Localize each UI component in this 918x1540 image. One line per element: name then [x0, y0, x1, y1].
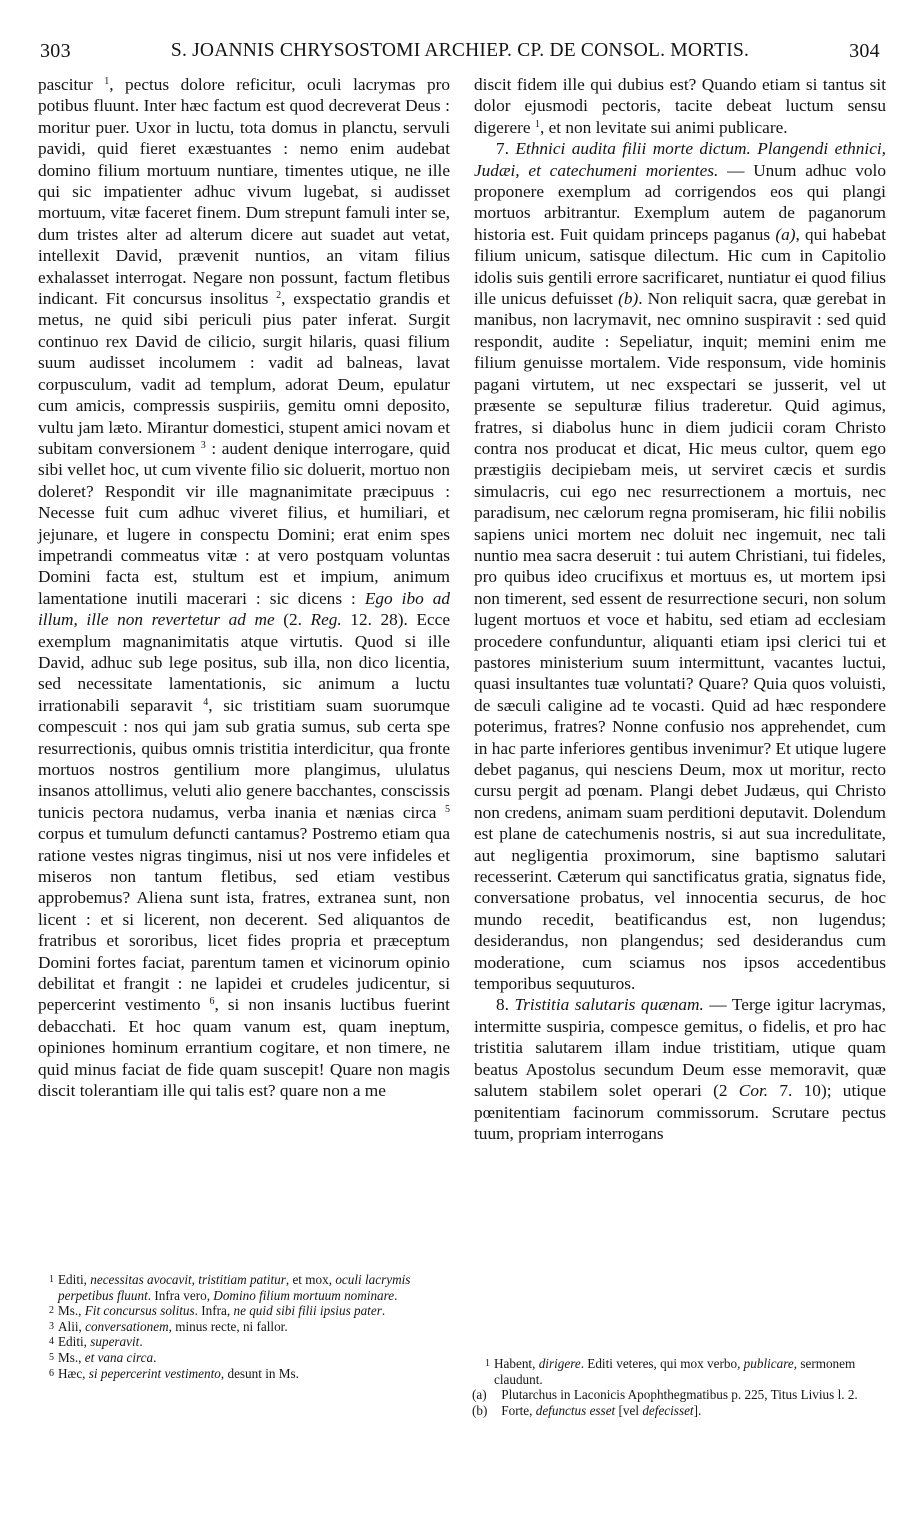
footnote-ref[interactable]: 3 — [200, 439, 206, 451]
section-8: 8. Tristitia salutaris quænam. — Terge igitur lacrymas, intermitte suspiria, compesce gemitus, o fidelis, et pro hac tristitia salutarem illam indue tristitiam, utique quam beatus Apostolus secundum Deum esse memoravit, quæ salutem stabilem solet operari (2 Cor. 7. 10); utique pœnitentiam facinorum commissorum. Scrutare pectus tuum, propriam interrogans — [474, 995, 886, 1143]
section-7: 7. Ethnici audita filii morte dictum. Plangendi ethnici, Judæi, et catechumeni morientes. — Unum adhuc volo proponere exemplum ad corrigendos eos qui plangi mortuos arbitrantur. Exemplum autem de paganorum historia est. Fuit quidam princeps paganus (a), qui habebat filium unicum, satisque dilectum. Hic cum in Capitolio idolis suis gentili errore sacrificaret, nuntiatur ei quod filius ille unicus defuisset (b). Non reliquit sacra, quæ gerebat in manibus, non lacrymavit, nec omnino suspiravit : sed quid respondit, audite : Sepeliatur, inquit; memini enim me filium genuisse mortalem. Vide responsum, vide hominis pagani virtutem, ut nec exspectari se jusserit, vel ut præsente se sepulturæ filius traderetur. Quid agimus, fratres, si diabolus hunc in diem judicii coram Christo contra nos producat et dicat, Hic meus cultor, quem ego præstigiis decipiebam meis, ut serviret cæcis et surdis simulacris, cui ego nec resurrectionem a mortuis, nec paradisum, nec cælorum regna promiseram, hic filii nobilis sapiens unici mortem nec doluit nec ingemuit, nec tali nuntio mea sacra deseruit : tui autem Christiani, tui fideles, pro quibus ideo crucifixus et mortuus es, ut mortem ipsi non timerent, sed essent de resurrectione securi, non solum lugent mortuos et voce et habitu, sed etiam ad ecclesiam procedere confunduntur, aliquanti etiam ipsi clerici tui et pastores ministerium suum intermittunt, vacantes luctui, quasi insultantes tuæ voluntati? Quare? Quia quos voluisti, de sæculi caligine ad te vocasti. Quid ad hæc respondere poterimus, fratres? Nonne confusio nos apprehendet, cum in hac parte inferiores gentibus invenimur? Et utique lugere debet paganus, qui nesciens Deum, mox ut moritur, recto cursu pergit ad pœnam. Plangi debet Judæus, qui Christo non credens, animam suam perditioni deputavit. Dolendum est plane de catechumenis nostris, si aut sua incredulitate, aut negligentia proximorum, sine baptismo salutari recesserint. Cæterum qui sanctificatus gratia, signatus fide, conversatione probatus, vel innocentia securus, de hoc mundo recedit, beatificandus est, non lugendus; desiderandus, non plangendus; sed desiderandus cum moderatione, cum sciamus nos ipsos accedentibus temporibus sequuturos. — [474, 139, 886, 994]
running-title: S. JOANNIS CHRYSOSTOMI ARCHIEP. CP. DE CONSOL. MORTIS. — [170, 40, 750, 61]
footnote: (b) Forte, defunctus esset [vel defecisset]. — [472, 1402, 702, 1418]
footnote-ref[interactable]: 1 — [534, 118, 540, 130]
footnotes-left — [38, 1272, 450, 1381]
footnote-mark: (b) — [472, 1402, 488, 1418]
footnote-mark: 4 — [49, 1336, 54, 1348]
footnote: 3 Alii, conversationem, minus recte, ni fallor. — [38, 1319, 450, 1335]
footnote-mark: (a) — [472, 1387, 487, 1403]
footnote-mark: 3 — [49, 1320, 54, 1332]
footnote: 4 Editi, superavit. — [38, 1334, 450, 1350]
section-title: Tristitia salutaris quænam. — [514, 995, 704, 1015]
footnote-ref[interactable]: 2 — [276, 290, 282, 302]
paragraph: pascitur $^1$, pectus dolore reficitur, oculi lacrymas pro potibus fluunt. Inter hæc factum est quod decreverat Deus : moritur puer. Uxor in luctu, tota domus in planctu, servuli pavidi, quid fieret exæstuantes : nemo enim audebat domino filium mortuum nuntiare, timentes utique, ne ille qui sic impatienter adhuc vivum lugebat, si audisset mortuum, vitæ faceret finem. Dum strepunt famuli inter se, dum tristes alter ad alterum dicere aut suadet aut vetat, intellexit David, prævenit nuntios, an vitam filius exhalasset interrogat. Negare non possunt, factum fletibus indicant. Fit concursus insolitus $^2$, exspectatio grandis et metus, ne quid sibi periculi pius pater inferat. Surgit continuo rex David de cilicio, surgit hilaris, quasi filium suum audisset incolumem : vadit ad balneas, lavat corpusculum, vadit ad templum, adorat Deum, epulatur cum amicis, compressis suspiriis, gemitu omni deposito, vultu jam læto. Mirantur domestici, stupent amici novam et subitam conversionem $^3$ : audent denique interrogare, quid sibi vellet hoc, ut cum vivente filio sic doluerit, mortuo non doleret? Respondit vir ille magnanimitate præcipuus : Necesse fuit cum adhuc viveret filius, et humiliari, et jejunare, et lugere in conspectu Domini; erat enim spes impetrandi commeatus vitæ : at vero postquam voluntas Domini facta est, stultum est et impium, animum lamentatione inutili macerari : sic dicens : Ego ibo ad illum, ille non revertetur ad me (2. Reg. 12. 28). Ecce exemplum magnanimitatis atque virtutis. Quod si ille David, adhuc sub lege positus, sub illa, non dico licentia, sed necessitate lamentationis, sic animum a luctu irrationabili separavit $^4$, sic tristitiam suam suorumque compescuit : nos qui jam sub gratia sumus, sub certa spe resurrectionis, quibus omnis tristitia interdicitur, qua fronte mortuos nostros gentilium more plangimus, ululatus insanos attollimus, veluti alio genere bacchantes, conscissis tunicis pectora nudamus, verba inania et nænias circa $^5$ corpus et tumulum defuncti cantamus? Postremo etiam qua ratione vestes nigras tingimus, nisi ut nos vere infideles et miseros non tantum fletibus, sed etiam vestibus approbemus? Aliena sunt ista, fratres, extranea sunt, non licent : et si licerent, non decerent. Sed aliquantos de fratribus et sororibus, licet fides propria et præceptum Domini fortes faciat, parentum tamen et vicinorum opinio debilitat et frangit : ne lapidei et crudeles judicentur, si pepercerint vestimento $^6$, si non insanis luctibus fuerint debacchati. Et hoc quam vanum est, quam ineptum, opiniones hominum errantium cogitare, et non timere, ne quid minus faciat de fide quam suscepit! Quare non magis discit tolerantiam ille qui talis est? quare non a me — [38, 75, 451, 1101]
footnote: (a) Plutarchus in Laconicis Apophthegmatibus p. 225, Titus Livius l. 2. — [472, 1387, 858, 1403]
scripture-quote: Ego ibo ad illum, ille non revertetur ad me — [38, 588, 450, 630]
paragraph: discit fidem ille qui dubius est? Quando etiam si tantus sit dolor ejusmodi pectoris, tacite debeat luctum sensu digerere $^1$, et non levitate sui animi publicare. — [474, 75, 886, 137]
footnote-mark: 1 — [49, 1274, 54, 1285]
footnote: 5 Ms., et vana circa. — [38, 1350, 450, 1366]
footnote-ref[interactable]: 1 — [104, 76, 110, 87]
footnote-ref[interactable]: (a) — [775, 224, 796, 244]
section-number: 8. — [496, 995, 515, 1015]
footnote: 1 Editi, necessitas avocavit, tristitiam patitur, et mox, oculi lacrymis perpetibus fluunt. Infra vero, Domino filium mortuum nominare. — [38, 1272, 450, 1303]
footnote-ref[interactable]: 6 — [209, 996, 215, 1008]
section-title: Ethnici audita filii morte dictum. Plangendi ethnici, Judæi, et catechumeni morientes. — [474, 139, 886, 180]
footnote: 2 Ms., Fit concursus solitus. Infra, ne quid sibi filii ipsius pater. — [38, 1303, 450, 1319]
footnote-ref[interactable]: 5 — [445, 803, 450, 815]
footnote-mark: 2 — [49, 1305, 54, 1317]
footnote-ref[interactable]: 4 — [203, 696, 209, 708]
page-number-left: 303 — [40, 39, 71, 62]
footnote-mark: 6 — [49, 1367, 54, 1379]
left-column — [38, 74, 450, 1102]
running-header — [40, 36, 880, 66]
footnote-mark: 5 — [49, 1351, 54, 1363]
footnote-ref[interactable]: (b) — [618, 289, 639, 309]
section-number: 7. — [496, 139, 516, 159]
footnote: 6 Hæc, si pepercerint vestimento, desunt in Ms. — [38, 1366, 450, 1382]
footnote-mark: 1 — [485, 1358, 490, 1369]
footnotes-right — [474, 1356, 886, 1418]
right-column — [474, 74, 886, 1144]
footnote: 1 Habent, dirigere. Editi veteres, qui mox verbo, publicare, sermonem claudunt. — [474, 1356, 886, 1387]
page-number-right: 304 — [849, 39, 880, 62]
